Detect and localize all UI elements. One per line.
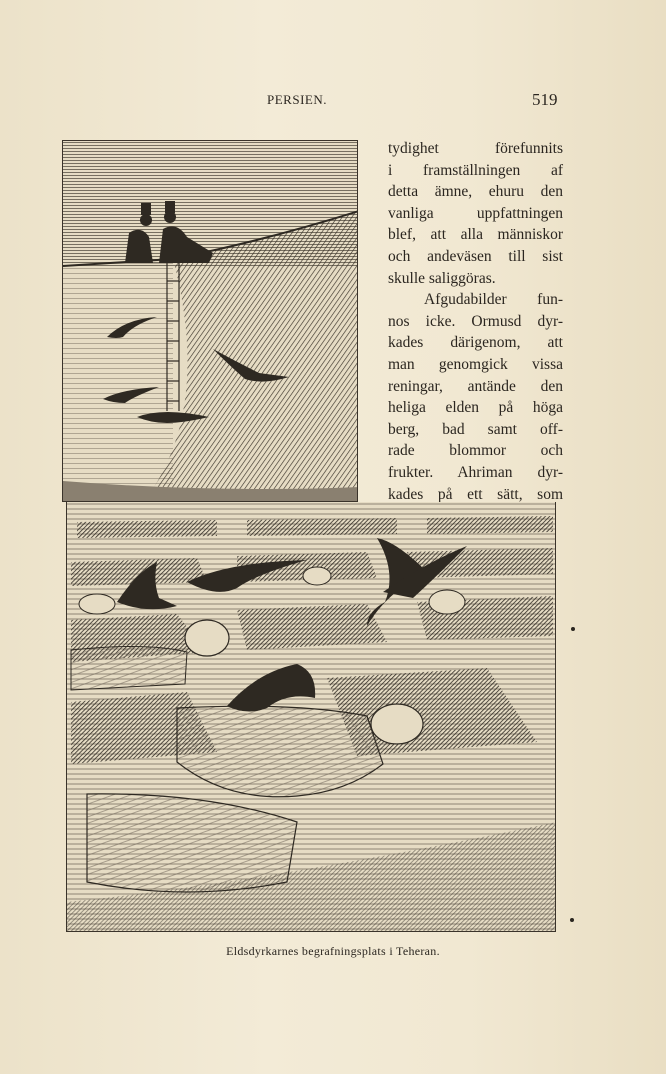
text-line: Afgudabilder fun- bbox=[424, 291, 563, 309]
illustration-caption: Eldsdyrkarnes begrafningsplats i Teheran. bbox=[226, 944, 440, 958]
ink-speck bbox=[570, 918, 574, 922]
text-line: i framställningen af bbox=[388, 161, 563, 179]
page-number: 519 bbox=[532, 90, 558, 109]
body-text-column bbox=[388, 138, 563, 505]
text-line: frukter. Ahriman dyr- bbox=[388, 463, 563, 481]
text-line: kades på ett sätt, som bbox=[388, 485, 563, 503]
text-line: tydighet förefunnits bbox=[388, 140, 563, 157]
text-line: skulle saliggöras. bbox=[388, 269, 496, 287]
text-line: rade blommor och bbox=[388, 442, 563, 460]
engraving-lower bbox=[66, 502, 556, 932]
text-line: vanliga uppfattningen bbox=[388, 204, 563, 222]
running-title: PERSIEN. bbox=[267, 92, 327, 107]
engraving-upper bbox=[62, 140, 358, 502]
tower-wall-drawing bbox=[63, 141, 358, 502]
text-line: blef, att alla människor bbox=[388, 226, 563, 244]
text-line: kades därigenom, att bbox=[388, 334, 563, 352]
ink-speck bbox=[571, 627, 575, 631]
text-line: detta ämne, ehuru den bbox=[388, 183, 563, 201]
text-line: berg, bad samt off- bbox=[388, 420, 563, 438]
text-line: reningar, antände den bbox=[388, 377, 563, 395]
text-line: heliga elden på höga bbox=[388, 399, 563, 417]
text-line: och andeväsen till sist bbox=[388, 247, 563, 265]
text-line: man genomgick vissa bbox=[388, 355, 563, 373]
burial-pits-drawing bbox=[67, 502, 556, 932]
text-line: nos icke. Ormusd dyr- bbox=[388, 312, 563, 330]
